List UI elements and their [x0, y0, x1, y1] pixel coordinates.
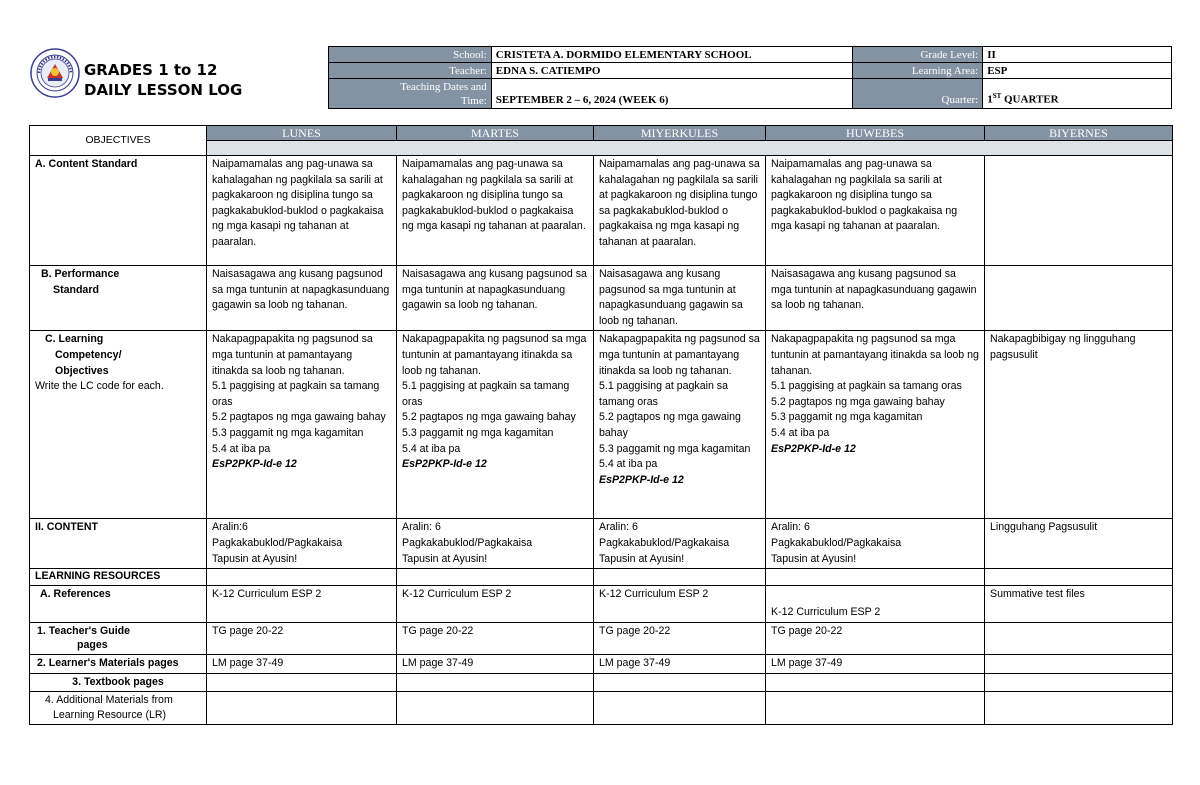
- performance-standard-lunes: Naisasagawa ang kusang pagsunod sa mga tuntunin at napagkasunduang gagawin sa loob ng tahanan.: [207, 266, 397, 331]
- quarter-label: Quarter:: [853, 79, 983, 109]
- performance-standard-martes: Naisasagawa ang kusang pagsunod sa mga tuntunin at napagkasunduang gagawin sa loob ng tahanan.: [397, 266, 594, 331]
- table-row: [30, 156, 1173, 266]
- competency-item-1: 5.1 paggising at pagkain sa tamang oras: [599, 380, 728, 408]
- empty-cell: [766, 692, 985, 725]
- competency-intro: Nakapagpapakita ng pagsunod sa mga tuntunin at pamantayang itinakda sa loob ng tahanan.: [771, 333, 979, 377]
- learning-competency-huwebes: [766, 331, 985, 519]
- empty-cell: [207, 569, 397, 586]
- content-aralin: Aralin:6: [212, 521, 248, 534]
- content-aralin: Aralin: 6: [771, 521, 810, 534]
- empty-cell: [985, 569, 1173, 586]
- competency-item-2: 5.2 pagtapos ng mga gawaing bahay: [212, 411, 386, 424]
- teacher-value: EDNA S. CATIEMPO: [491, 63, 853, 79]
- competency-code: EsP2PKP-Id-e 12: [212, 458, 297, 471]
- title-line-2: DAILY LESSON LOG: [84, 81, 243, 99]
- content-miyerkules: [594, 519, 766, 569]
- deped-seal-logo: [30, 48, 80, 98]
- learners-materials-miyerkules: LM page 37-49: [594, 654, 766, 673]
- learning-resources-label: LEARNING RESOURCES: [30, 569, 207, 586]
- competency-item-1: 5.1 paggising at pagkain sa tamang oras: [771, 380, 962, 393]
- teachers-guide-huwebes: TG page 20-22: [766, 622, 985, 654]
- content-topic: Pagkakabuklod/Pagkakaisa: [402, 536, 533, 549]
- competency-item-2: 5.2 pagtapos ng mga gawaing bahay: [402, 411, 576, 424]
- references-biyernes: Summative test files: [985, 585, 1173, 622]
- competency-item-3: 5.3 paggamit ng mga kagamitan: [402, 426, 554, 439]
- learners-materials-lunes: LM page 37-49: [207, 654, 397, 673]
- references-lunes: K-12 Curriculum ESP 2: [207, 585, 397, 622]
- competency-code: EsP2PKP-Id-e 12: [599, 473, 684, 486]
- additional-label-2: Learning Resource (LR): [53, 709, 167, 722]
- content-standard-miyerkules: Naipamamalas ang pag-unawa sa kahalagahan ng pagkilala sa sarili at pagkakaroon ng disiplina tungo sa pagkakabuklod-buklod o pagkakaisa ng mga kasapi ng tahanan at paaralan.: [594, 156, 766, 266]
- teachers-guide-label-1: 1. Teacher's Guide: [37, 624, 130, 637]
- quarter-text: QUARTER: [1001, 94, 1059, 106]
- teacher-label: Teacher:: [329, 63, 492, 79]
- table-row: [30, 519, 1173, 569]
- competency-code: EsP2PKP-Id-e 12: [771, 442, 856, 455]
- table-row: [30, 569, 1173, 586]
- grade-level-label: Grade Level:: [853, 47, 983, 63]
- table-row: [30, 622, 1173, 654]
- day-header-lunes: LUNES: [207, 126, 397, 141]
- competency-item-4: 5.4 at iba pa: [771, 426, 830, 439]
- teachers-guide-label-2: pages: [77, 638, 108, 651]
- competency-item-4: 5.4 at iba pa: [599, 458, 658, 471]
- content-standard-huwebes: Naipamamalas ang pag-unawa sa kahalagahan ng pagkilala sa sarili at pagkakaroon ng disiplina tungo sa pagkakabuklod-buklod o pagkakaisa ng mga kasapi ng tahanan at paaralan.: [766, 156, 985, 266]
- competency-item-1: 5.1 paggising at pagkain sa tamang oras: [212, 380, 380, 408]
- day-header-biyernes: BIYERNES: [985, 126, 1173, 141]
- title-line-1: GRADES 1 to 12: [84, 61, 218, 79]
- empty-cell: [207, 673, 397, 692]
- content-sub: Tapusin at Ayusin!: [771, 552, 857, 565]
- learning-competency-miyerkules: [594, 331, 766, 519]
- performance-standard-miyerkules: Naisasagawa ang kusang pagsunod sa mga tuntunin at napagkasunduang gagawin sa loob ng tahanan.: [594, 266, 766, 331]
- empty-cell: [397, 569, 594, 586]
- table-row: [30, 331, 1173, 519]
- performance-standard-label: [30, 266, 207, 331]
- empty-cell: [985, 654, 1173, 673]
- table-row: [30, 692, 1173, 725]
- competency-item-3: 5.3 paggamit ng mga kagamitan: [212, 426, 364, 439]
- school-label: School:: [329, 47, 492, 63]
- learners-materials-martes: LM page 37-49: [397, 654, 594, 673]
- grade-level-value: II: [983, 47, 1172, 63]
- teaching-dates-label: [329, 79, 492, 109]
- learners-materials-label: 2. Learner's Materials pages: [30, 654, 207, 673]
- empty-cell: [397, 692, 594, 725]
- content-aralin: Aralin: 6: [402, 521, 441, 534]
- learning-competency-label: [30, 331, 207, 519]
- textbook-label: 3. Textbook pages: [30, 673, 207, 692]
- teachers-guide-miyerkules: TG page 20-22: [594, 622, 766, 654]
- learning-competency-biyernes: Nakapagbibigay ng lingguhang pagsusulit: [985, 331, 1173, 519]
- competency-item-1: 5.1 paggising at pagkain sa tamang oras: [402, 380, 570, 408]
- competency-item-3: 5.3 paggamit ng mga kagamitan: [771, 411, 923, 424]
- header-info-table: [328, 46, 1172, 109]
- competency-label-1: C. Learning: [45, 333, 104, 346]
- content-topic: Pagkakabuklod/Pagkakaisa: [599, 536, 730, 549]
- content-huwebes: [766, 519, 985, 569]
- performance-label-2: Standard: [53, 283, 99, 296]
- competency-code: EsP2PKP-Id-e 12: [402, 458, 487, 471]
- additional-label-1: 4. Additional Materials from: [45, 694, 173, 707]
- lesson-log-table: [29, 125, 1173, 725]
- content-biyernes: Lingguhang Pagsusulit: [985, 519, 1173, 569]
- content-sub: Tapusin at Ayusin!: [212, 552, 298, 565]
- competency-item-4: 5.4 at iba pa: [212, 442, 271, 455]
- table-row: [30, 673, 1173, 692]
- competency-item-4: 5.4 at iba pa: [402, 442, 461, 455]
- content-topic: Pagkakabuklod/Pagkakaisa: [212, 536, 343, 549]
- empty-cell: [766, 569, 985, 586]
- additional-materials-label: [30, 692, 207, 725]
- references-miyerkules: K-12 Curriculum ESP 2: [594, 585, 766, 622]
- content-standard-lunes: Naipamamalas ang pag-unawa sa kahalagahan ng pagkilala sa sarili at pagkakaroon ng disiplina tungo sa pagkakabuklod-buklod o pagkakaisa ng mga kasapi ng tahanan at paaralan.: [207, 156, 397, 266]
- teaching-dates-label-1: Teaching Dates and: [400, 81, 487, 93]
- performance-standard-biyernes: [985, 266, 1173, 331]
- content-topic: Pagkakabuklod/Pagkakaisa: [771, 536, 902, 549]
- teachers-guide-martes: TG page 20-22: [397, 622, 594, 654]
- competency-item-2: 5.2 pagtapos ng mga gawaing bahay: [599, 411, 741, 439]
- references-martes: K-12 Curriculum ESP 2: [397, 585, 594, 622]
- learning-area-value: ESP: [983, 63, 1172, 79]
- references-huwebes: K-12 Curriculum ESP 2: [766, 585, 985, 622]
- teaching-dates-label-2: Time:: [460, 95, 487, 107]
- competency-label-2: Competency/: [55, 348, 122, 361]
- empty-cell: [985, 622, 1173, 654]
- competency-intro: Nakapagpapakita ng pagsunod sa mga tuntunin at pamantayang itinakda sa loob ng tahanan.: [212, 333, 373, 377]
- content-standard-biyernes: [985, 156, 1173, 266]
- learning-area-label: Learning Area:: [853, 63, 983, 79]
- quarter-number: 1: [987, 94, 993, 106]
- empty-cell: [766, 673, 985, 692]
- competency-intro: Nakapagpapakita ng pagsunod sa mga tuntunin at pamantayang itinakda sa loob ng tahanan.: [402, 333, 587, 377]
- learning-competency-lunes: [207, 331, 397, 519]
- content-aralin: Aralin: 6: [599, 521, 638, 534]
- teachers-guide-label: [30, 622, 207, 654]
- empty-cell: [985, 692, 1173, 725]
- document-title: [84, 60, 242, 100]
- competency-label-3: Objectives: [55, 364, 109, 377]
- content-martes: [397, 519, 594, 569]
- table-row: [30, 585, 1173, 622]
- empty-cell: [594, 569, 766, 586]
- competency-item-2: 5.2 pagtapos ng mga gawaing bahay: [771, 395, 945, 408]
- day-header-huwebes: HUWEBES: [766, 126, 985, 141]
- teaching-dates-value: SEPTEMBER 2 – 6, 2024 (WEEK 6): [491, 79, 853, 109]
- day-header-miyerkules: MIYERKULES: [594, 126, 766, 141]
- learners-materials-huwebes: LM page 37-49: [766, 654, 985, 673]
- content-lunes: [207, 519, 397, 569]
- performance-standard-huwebes: Naisasagawa ang kusang pagsunod sa mga tuntunin at napagkasunduang gagawin sa loob ng tahanan.: [766, 266, 985, 331]
- quarter-suffix: ST: [992, 92, 1002, 101]
- learning-competency-martes: [397, 331, 594, 519]
- table-row: [30, 654, 1173, 673]
- objectives-header: OBJECTIVES: [30, 126, 207, 156]
- content-label: II. CONTENT: [30, 519, 207, 569]
- header-spacer-row: [207, 141, 1173, 156]
- content-standard-martes: Naipamamalas ang pag-unawa sa kahalagahan ng pagkilala sa sarili at pagkakaroon ng disiplina tungo sa pagkakabuklod-buklod o pagkakaisa ng mga kasapi ng tahanan at paaralan.: [397, 156, 594, 266]
- school-value: CRISTETA A. DORMIDO ELEMENTARY SCHOOL: [491, 47, 853, 63]
- quarter-value: [983, 79, 1172, 109]
- table-row: [30, 266, 1173, 331]
- empty-cell: [397, 673, 594, 692]
- content-sub: Tapusin at Ayusin!: [402, 552, 488, 565]
- content-standard-label: A. Content Standard: [30, 156, 207, 266]
- empty-cell: [207, 692, 397, 725]
- day-header-martes: MARTES: [397, 126, 594, 141]
- empty-cell: [594, 692, 766, 725]
- references-label: A. References: [30, 585, 207, 622]
- competency-intro: Nakapagpapakita ng pagsunod sa mga tuntunin at pamantayang itinakda sa loob ng tahanan.: [599, 333, 760, 377]
- teachers-guide-lunes: TG page 20-22: [207, 622, 397, 654]
- competency-item-3: 5.3 paggamit ng mga kagamitan: [599, 442, 751, 455]
- content-sub: Tapusin at Ayusin!: [599, 552, 685, 565]
- empty-cell: [985, 673, 1173, 692]
- empty-cell: [594, 673, 766, 692]
- competency-label-4: Write the LC code for each.: [35, 380, 164, 393]
- performance-label-1: B. Performance: [41, 268, 120, 280]
